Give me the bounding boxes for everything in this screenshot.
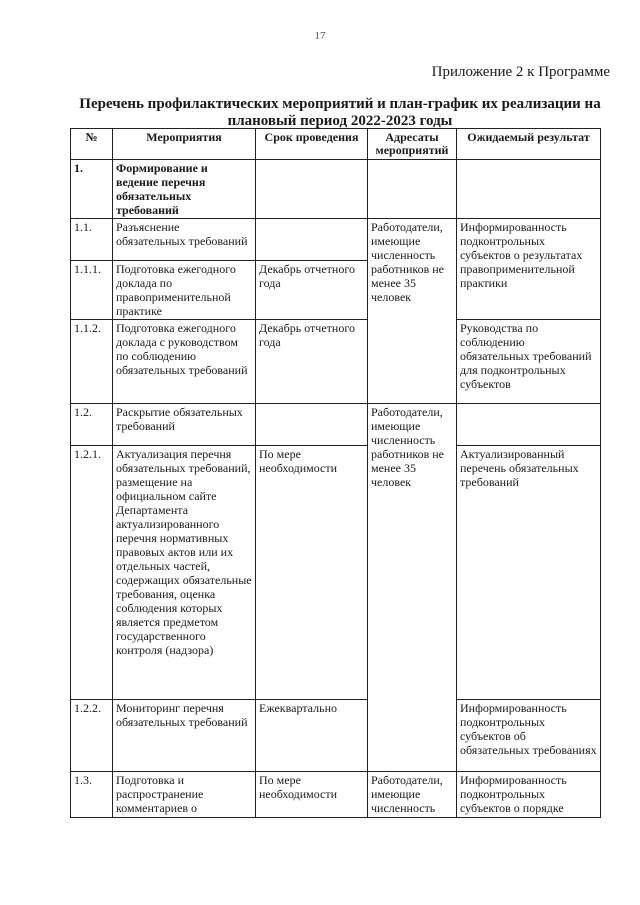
cell-event: Актуализация перечня обязательных требований, размещение на официальном сайте Департамента актуализированного перечня нормативных правовых актов или их отдельных частей, содержащих обязательные требования, оценка соблюдения которых является предметом государственного контроля (надзора) xyxy=(113,446,256,700)
cell-event: Подготовка ежегодного доклада с руководством по соблюдению обязательных требований xyxy=(113,320,256,404)
cell-event: Формирование и ведение перечня обязательных требований xyxy=(113,160,256,219)
cell-term: По мере необходимости xyxy=(256,772,368,818)
cell-num: 1.1.1. xyxy=(71,261,113,320)
cell-num: 1.2.1. xyxy=(71,446,113,700)
table-row xyxy=(71,446,601,700)
table-row xyxy=(71,772,601,818)
document-title: Перечень профилактических мероприятий и план-график их реализации на плановый период 2022-2023 годы xyxy=(79,96,601,129)
cell-num: 1.2.2. xyxy=(71,700,113,772)
table-row xyxy=(71,320,601,404)
events-table xyxy=(70,128,601,818)
cell-result: Руководства по соблюдению обязательных требований для подконтрольных субъектов xyxy=(457,320,601,404)
cell-event: Мониторинг перечня обязательных требований xyxy=(113,700,256,772)
header-event: Мероприятия xyxy=(113,129,256,160)
cell-num: 1. xyxy=(71,160,113,219)
cell-term: Декабрь отчетного года xyxy=(256,320,368,404)
cell-term: Ежеквартально xyxy=(256,700,368,772)
cell-term xyxy=(256,219,368,261)
cell-addressees: Работодатели, имеющие численность работников не менее 35 человек xyxy=(368,404,457,772)
cell-term: Декабрь отчетного года xyxy=(256,261,368,320)
page-number: 17 xyxy=(314,30,326,42)
appendix-note: Приложение 2 к Программе xyxy=(431,64,610,80)
cell-term xyxy=(256,160,368,219)
cell-num: 1.1.2. xyxy=(71,320,113,404)
header-term: Срок проведения xyxy=(256,129,368,160)
header-result: Ожидаемый результат xyxy=(457,129,601,160)
cell-result: Актуализированный перечень обязательных требований xyxy=(457,446,601,700)
cell-term xyxy=(256,404,368,446)
table-row xyxy=(71,404,601,446)
cell-result: Информированность подконтрольных субъектов об обязательных требованиях xyxy=(457,700,601,772)
header-addressees: Адресаты мероприятий xyxy=(368,129,457,160)
cell-event: Разъяснение обязательных требований xyxy=(113,219,256,261)
cell-event: Подготовка ежегодного доклада по правоприменительной практике xyxy=(113,261,256,320)
cell-event: Подготовка и распространение комментариев о xyxy=(113,772,256,818)
table-row xyxy=(71,700,601,772)
cell-num: 1.2. xyxy=(71,404,113,446)
header-num: № xyxy=(71,129,113,160)
cell-term: По мере необходимости xyxy=(256,446,368,700)
cell-addressees xyxy=(368,160,457,219)
cell-result: Информированность подконтрольных субъектов о порядке xyxy=(457,772,601,818)
cell-addressees: Работодатели, имеющие численность работников не менее 35 человек xyxy=(368,219,457,404)
table-row xyxy=(71,219,601,261)
cell-addressees: Работодатели, имеющие численность xyxy=(368,772,457,818)
cell-event: Раскрытие обязательных требований xyxy=(113,404,256,446)
cell-num: 1.1. xyxy=(71,219,113,261)
table-row xyxy=(71,160,601,219)
cell-num: 1.3. xyxy=(71,772,113,818)
table-header-row xyxy=(71,129,601,160)
cell-result: Информированность подконтрольных субъектов о результатах правоприменительной практики xyxy=(457,219,601,320)
cell-result xyxy=(457,404,601,446)
cell-result xyxy=(457,160,601,219)
